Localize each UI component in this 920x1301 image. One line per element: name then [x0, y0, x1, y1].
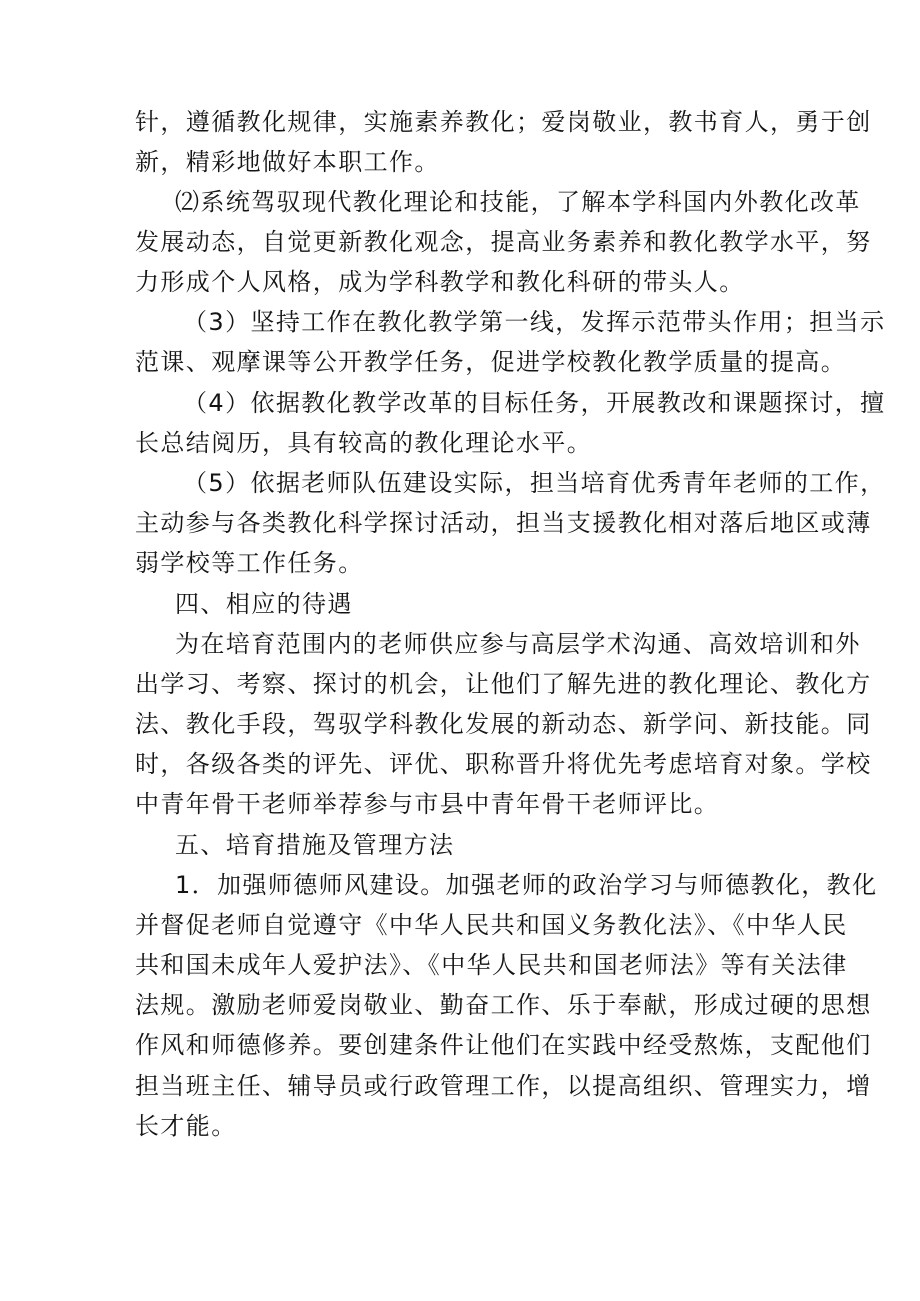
text-line: 出学习、考察、探讨的机会，让他们了解先进的教化理论、教化方 [135, 670, 872, 698]
section-heading: 五、培育措施及管理方法 [175, 831, 455, 859]
text-line: 主动参与各类教化科学探讨活动，担当支援教化相对落后地区或薄 [135, 509, 872, 537]
text-line: 共和国未成年人爱护法》、《中华人民共和国老师法》等有关法律 [135, 951, 848, 979]
text-line: 长总结阅历，具有较高的教化理论水平。 [135, 429, 593, 457]
text-line: 1．加强师德师风建设。加强老师的政治学习与师德教化，教化 [175, 871, 878, 899]
text-line: 中青年骨干老师举荐参与市县中青年骨干老师评比。 [135, 790, 720, 818]
text-line: 新，精彩地做好本职工作。 [135, 148, 440, 176]
text-line: （4）依据教化教学改革的目标任务，开展教改和课题探讨，擅 [183, 389, 886, 417]
text-line: 弱学校等工作任务。 [135, 549, 364, 577]
text-line: 为在培育范围内的老师供应参与高层学术沟通、高效培训和外 [175, 630, 861, 658]
text-line: 作风和师德修养。要创建条件让他们在实践中经受熬炼，支配他们 [135, 1031, 872, 1059]
text-line: （5）依据老师队伍建设实际，担当培育优秀青年老师的工作， [183, 469, 886, 497]
text-line: 力形成个人风格，成为学科教学和教化科研的带头人。 [135, 268, 745, 296]
text-line: 针，遵循教化规律，实施素养教化；爱岗敬业，教书育人，勇于创 [135, 108, 872, 136]
text-line: 担当班主任、辅导员或行政管理工作，以提高组织、管理实力，增 [135, 1072, 872, 1100]
text-line: 范课、观摩课等公开教学任务，促进学校教化教学质量的提高。 [135, 348, 847, 376]
text-line: 法、教化手段，驾驭学科教化发展的新动态、新学问、新技能。同 [135, 710, 872, 738]
text-line: 发展动态，自觉更新教化观念，提高业务素养和教化教学水平，努 [135, 228, 872, 256]
text-line: （3）坚持工作在教化教学第一线，发挥示范带头作用；担当示 [183, 308, 886, 336]
text-line: 并督促老师自觉遵守《中华人民共和国义务教化法》、《中华人民 [135, 911, 848, 939]
text-line: 时，各级各类的评先、评优、职称晋升将优先考虑培育对象。学校 [135, 750, 872, 778]
text-line: 长才能。 [135, 1112, 237, 1140]
text-line: ⑵系统驾驭现代教化理论和技能，了解本学科国内外教化改革 [175, 188, 861, 216]
text-line: 法规。激励老师爱岗敬业、勤奋工作、乐于奉献，形成过硬的思想 [135, 991, 872, 1019]
section-heading: 四、相应的待遇 [175, 590, 353, 618]
